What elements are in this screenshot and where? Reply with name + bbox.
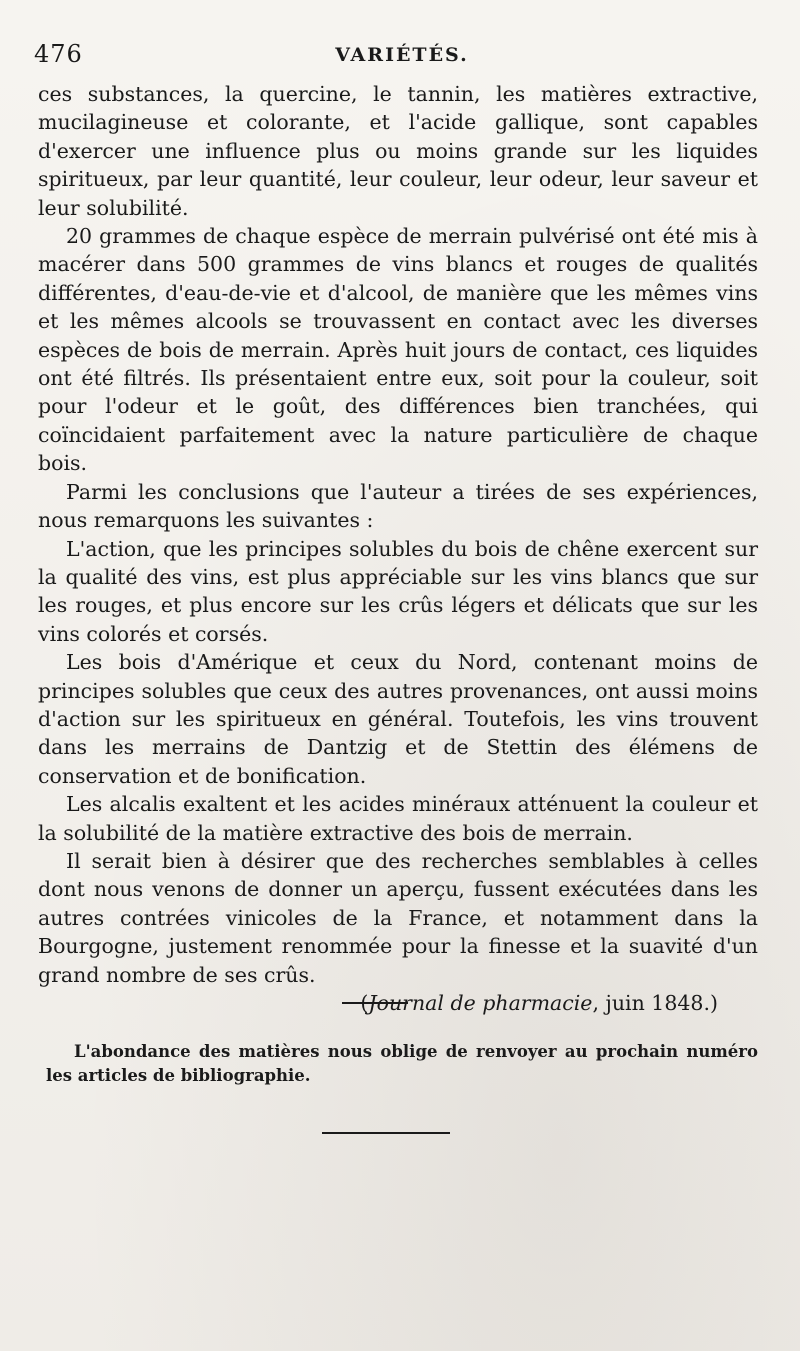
- article-body: [38, 80, 758, 1017]
- paragraph-5: Les bois d'Amérique et ceux du Nord, contenant moins de principes solubles que ceux des autres provenances, ont aussi moins d'action sur les spiritueux en général. Toutefois, les vins trouvent dans les merrains de Dantzig et de Stettin des élémens de conservation et de bonification.: [38, 650, 758, 788]
- citation-date: , juin 1848.): [592, 991, 718, 1015]
- section-divider: [342, 1002, 408, 1004]
- editorial-notice: L'abondance des matières nous oblige de renvoyer au prochain numéro les articles de bibliographie.: [46, 1042, 758, 1085]
- paragraph-1: ces substances, la quercine, le tannin, les matières extractive, mucilagineuse et colorante, et l'acide gallique, sont capables d'exercer une influence plus ou moins grande sur les liquides spiritueux, par leur quantité, leur couleur, leur odeur, leur saveur et leur solubilité.: [38, 82, 758, 220]
- paragraph-6: Les alcalis exaltent et les acides minéraux atténuent la couleur et la solubilité de la matière extractive des bois de merrain.: [38, 792, 758, 845]
- paragraph-2: 20 grammes de chaque espèce de merrain pulvérisé ont été mis à macérer dans 500 grammes de vins blancs et rouges de qualités différentes, d'eau-de-vie et d'alcool, de manière que les mêmes vins et les mêmes alcools se trouvassent en contact avec les diverses espèces de bois de merrain. Après huit jours de contact, ces liquides ont été filtrés. Ils présentaient entre eux, soit pour la couleur, soit pour l'odeur et le goût, des différences bien tranchées, qui coïncidaient parfaitement avec la nature particulière de chaque bois.: [38, 224, 758, 476]
- paragraph-3: Parmi les conclusions que l'auteur a tirées de ses expériences, nous remarquons les suivantes :: [38, 479, 758, 533]
- running-title: VARIÉTÉS.: [335, 44, 469, 66]
- page-number: 476: [34, 40, 83, 68]
- page-header: [34, 40, 770, 74]
- end-divider: [322, 1132, 450, 1134]
- paragraph-7: Il serait bien à désirer que des recherches semblables à celles dont nous venons de donner un aperçu, fussent exécutées dans les autres contrées vinicoles de la France, et notamment dans la Bourgogne, justement renommée pour la finesse et la suavité d'un grand nombre de ses crûs.: [38, 848, 758, 987]
- citation-source: Journal de pharmacie: [368, 991, 593, 1015]
- paragraph-4: L'action, que les principes solubles du bois de chêne exercent sur la qualité des vins, est plus appréciable sur les vins blancs que sur les rouges, et plus encore sur les crûs légers et délicats que sur les vins colorés et corsés.: [38, 536, 758, 646]
- citation-open: (: [360, 991, 369, 1015]
